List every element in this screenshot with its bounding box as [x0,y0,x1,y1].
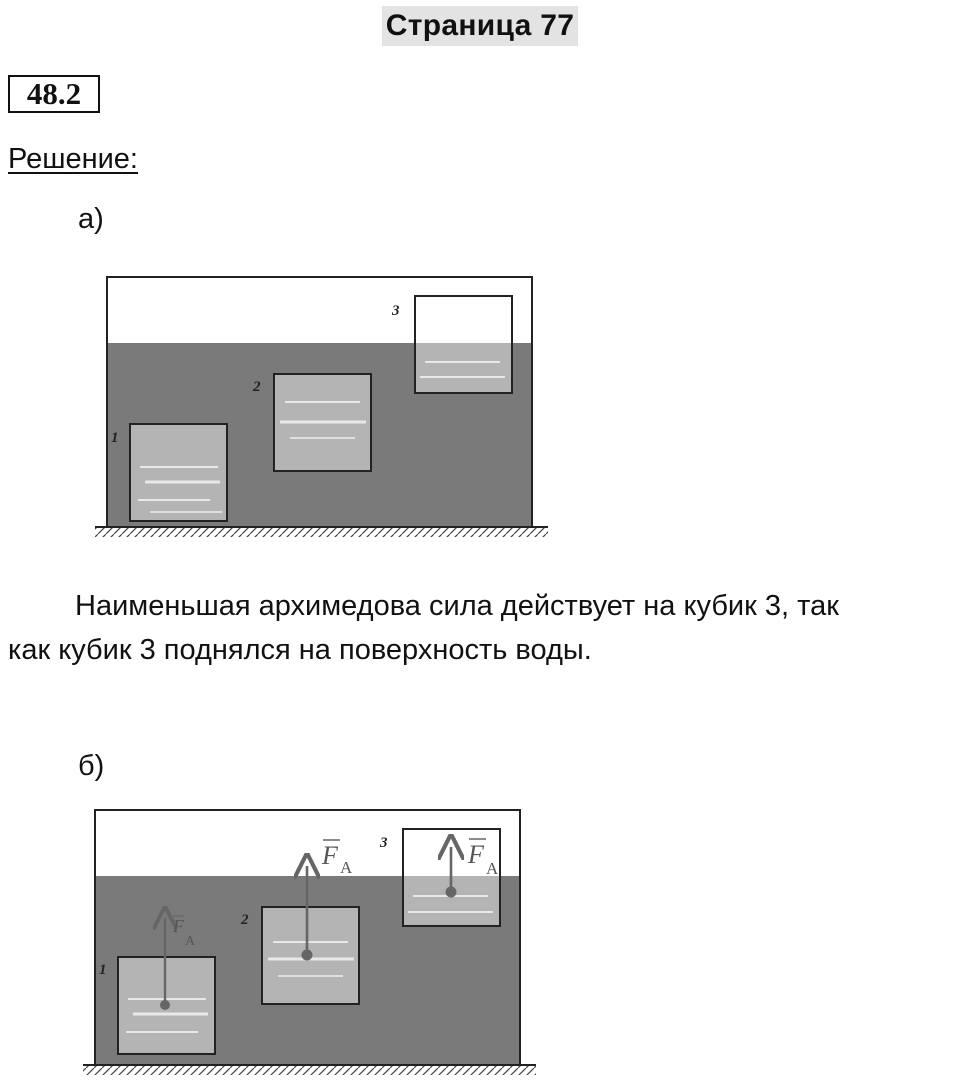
force-subscript-1: A [185,934,196,949]
ground-hatching [95,528,548,537]
cube-3-label: 3 [380,835,388,851]
force-subscript-2: A [340,858,353,877]
force-label-1: F [173,916,184,936]
part-a-label: а) [78,203,104,235]
cube-2 [274,374,371,471]
problem-number: 48.2 [8,75,100,113]
solution-heading: Решение: [8,143,138,175]
cube-3-label: 3 [392,303,400,319]
cube-1-label: 1 [111,430,119,446]
answer-line-1: Наименьшая архимедова сила действует на кубик 3, так [75,590,839,622]
cube-2-label: 2 [253,379,261,395]
cube-3 [415,296,512,393]
cube-1 [130,424,227,521]
figure-a-illustration [90,262,560,547]
answer-line-2: как кубик 3 поднялся на поверхность воды. [8,634,592,666]
cube-2-label: 2 [241,912,249,928]
part-b-label: б) [78,750,105,782]
cube-1-label: 1 [99,962,107,978]
ground-hatching [83,1066,536,1075]
force-label-2: F [322,841,338,870]
force-label-3: F [468,840,484,869]
figure-b-illustration [78,804,548,1084]
answer-text [8,584,958,672]
force-subscript-3: A [486,859,499,878]
page-title: Страница 77 [382,6,578,46]
